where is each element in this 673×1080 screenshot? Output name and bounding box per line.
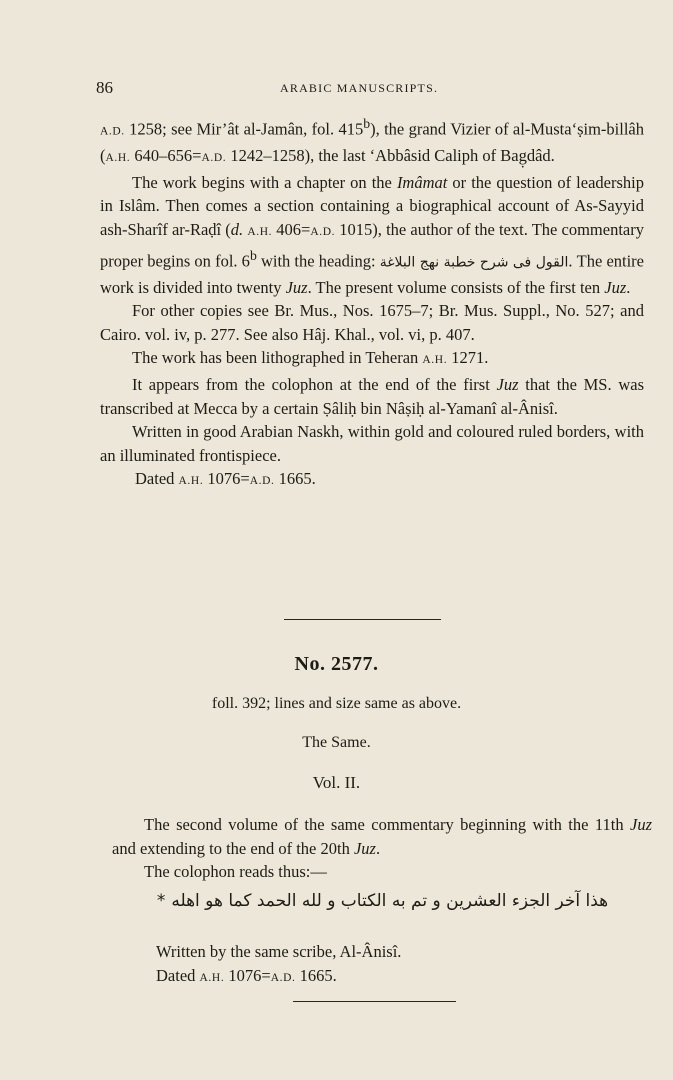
colophon-mark: * (156, 891, 166, 911)
colophon-intro: The colophon reads thus:— (144, 862, 327, 882)
running-title: ARABIC MANUSCRIPTS. (280, 81, 439, 95)
page-number: 86 (96, 78, 113, 97)
paragraph-continuation: A.D. 1258; see Mir’ât al-Jamân, fol. 415$^b$), the grand Vizier of al-Musta‘ṣim-billâh (A.H. 640–656=A.D. 1242–1258), the last ‘Abbâsid Caliph of Bag̣dâd. (100, 116, 644, 166)
closing-text-block (156, 940, 636, 990)
section-divider (284, 619, 441, 620)
colophon-arabic: هذا آخر الجزء العشرين و تم به الكتاب و لله الحمد كما هو اهله* (156, 891, 609, 911)
scribe-line: Written by the same scribe, Al-Ânisî. (156, 942, 402, 961)
paragraph-script-description: Written in good Arabian Naskh, within gold and coloured ruled borders, with an illuminated frontispiece. (100, 422, 644, 465)
folio-description: foll. 392; lines and size same as above. (211, 695, 462, 712)
paragraph-second-volume: The second volume of the same commentary beginning with the 11th Juz and extending to the end of the 20th Juz. (112, 815, 652, 858)
entry-title: The Same. (302, 734, 371, 751)
dated-line-lower: Dated A.H. 1076=A.D. 1665. (156, 965, 337, 985)
paragraph-lithographed: The work has been lithographed in Teheran A.H. 1271. (132, 348, 489, 368)
entry-number: No. 2577. (294, 653, 379, 675)
dated-line: Dated A.H. 1076=A.D. 1665. (135, 469, 316, 489)
upper-text-block (100, 112, 644, 494)
closing-divider (293, 1001, 456, 1002)
arabic-heading: القول فى شرح خطبة نهج البلاغة (379, 254, 569, 271)
volume-label: Vol. II. (312, 773, 361, 792)
paragraph-other-copies: For other copies see Br. Mus., Nos. 1675–7; Br. Mus. Suppl., No. 527; and Cairo. vol. iv, p. 277. See also Hâj. Khal., vol. vi, p. 407. (100, 301, 644, 344)
paragraph-colophon-note: It appears from the colophon at the end of the first Juz that the MS. was transcribed at Mecca by a certain Ṣâliḥ bin Nâṣiḥ al-Yamanî al-Ânisî. (100, 374, 644, 418)
lower-text-block (112, 813, 652, 884)
running-header (96, 78, 646, 100)
paragraph-work-begins: The work begins with a chapter on the Imâmat or the question of leadership in Islâm. Then comes a section containing a biographical account of As-Sayyid ash-Sharîf ar-Raḍî (d. A.H. 406=A.D. 1015), the author of the text. The commentary proper begins on fol. 6$^b$ with the heading: القول فى شرح خطبة نهج البلاغة. The entire work is divided into twenty Juz. The present volume consists of the first ten Juz. (100, 172, 645, 297)
